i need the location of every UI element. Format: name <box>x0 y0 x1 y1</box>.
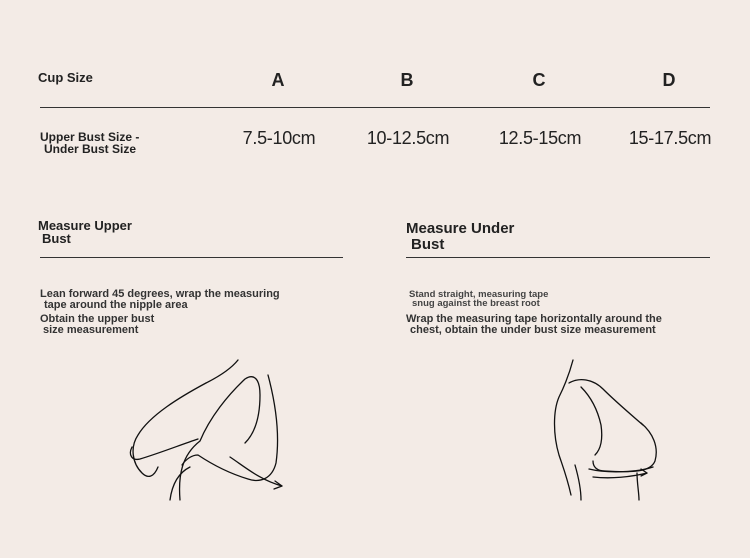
tape-arrow-line <box>230 457 282 486</box>
standing-tape-line <box>593 473 647 478</box>
standing-body-side <box>575 465 581 500</box>
standing-body-front <box>637 473 639 500</box>
under-bust-instruction-line-2: snug against the breast root <box>412 298 540 309</box>
standing-arm <box>581 387 602 455</box>
row-label <box>40 131 139 155</box>
cup-header-c: C <box>532 70 546 90</box>
under-bust-divider <box>406 257 710 258</box>
under-bust-result <box>406 314 662 336</box>
cup-header-b: B <box>400 70 414 90</box>
upper-bust-title-line-1: Measure Upper <box>38 218 132 233</box>
bust-curve <box>182 375 278 480</box>
upper-bust-result-line-2: size measurement <box>43 324 139 336</box>
upper-bust-instruction-line-1: Lean forward 45 degrees, wrap the measuring <box>40 288 280 300</box>
value-cup-c: 12.5-15cm <box>498 128 582 148</box>
leaning-torso-measuring-icon <box>120 355 300 510</box>
table-divider <box>40 107 710 108</box>
under-bust-title-line-2: Bust <box>411 236 445 253</box>
under-bust-instruction-line-1: Stand straight, measuring tape <box>409 289 549 300</box>
under-bust-title-line-1: Measure Under <box>406 220 515 237</box>
upper-bust-result <box>40 314 154 336</box>
value-cup-b: 10-12.5cm <box>366 128 450 148</box>
row-label-line-2: Under Bust Size <box>44 142 137 156</box>
upper-bust-title <box>38 219 132 245</box>
cup-header-a: A <box>271 70 285 90</box>
value-cup-a: 7.5-10cm <box>242 128 316 148</box>
standing-torso-measuring-icon <box>545 355 665 505</box>
under-bust-instruction <box>409 290 548 308</box>
row-label-line-1: Upper Bust Size - <box>40 130 140 144</box>
upper-bust-title-line-2: Bust <box>42 231 71 246</box>
cup-header-d: D <box>662 70 676 90</box>
upper-bust-instruction <box>40 289 280 311</box>
under-bust-result-line-1: Wrap the measuring tape horizontally around the <box>406 313 662 325</box>
standing-bust <box>593 423 656 472</box>
under-bust-result-line-2: chest, obtain the under bust size measurement <box>410 324 656 336</box>
upper-bust-result-line-1: Obtain the upper bust <box>40 313 155 325</box>
upper-bust-divider <box>40 257 343 258</box>
standing-back-line <box>555 360 574 495</box>
standing-shoulder <box>569 380 643 425</box>
upper-bust-instruction-line-2: tape around the nipple area <box>44 299 188 311</box>
arm-contour <box>130 439 198 459</box>
chest-curve <box>180 377 260 500</box>
under-bust-title <box>406 221 514 253</box>
value-cup-d: 15-17.5cm <box>628 128 712 148</box>
cup-size-label: Cup Size <box>38 70 93 85</box>
